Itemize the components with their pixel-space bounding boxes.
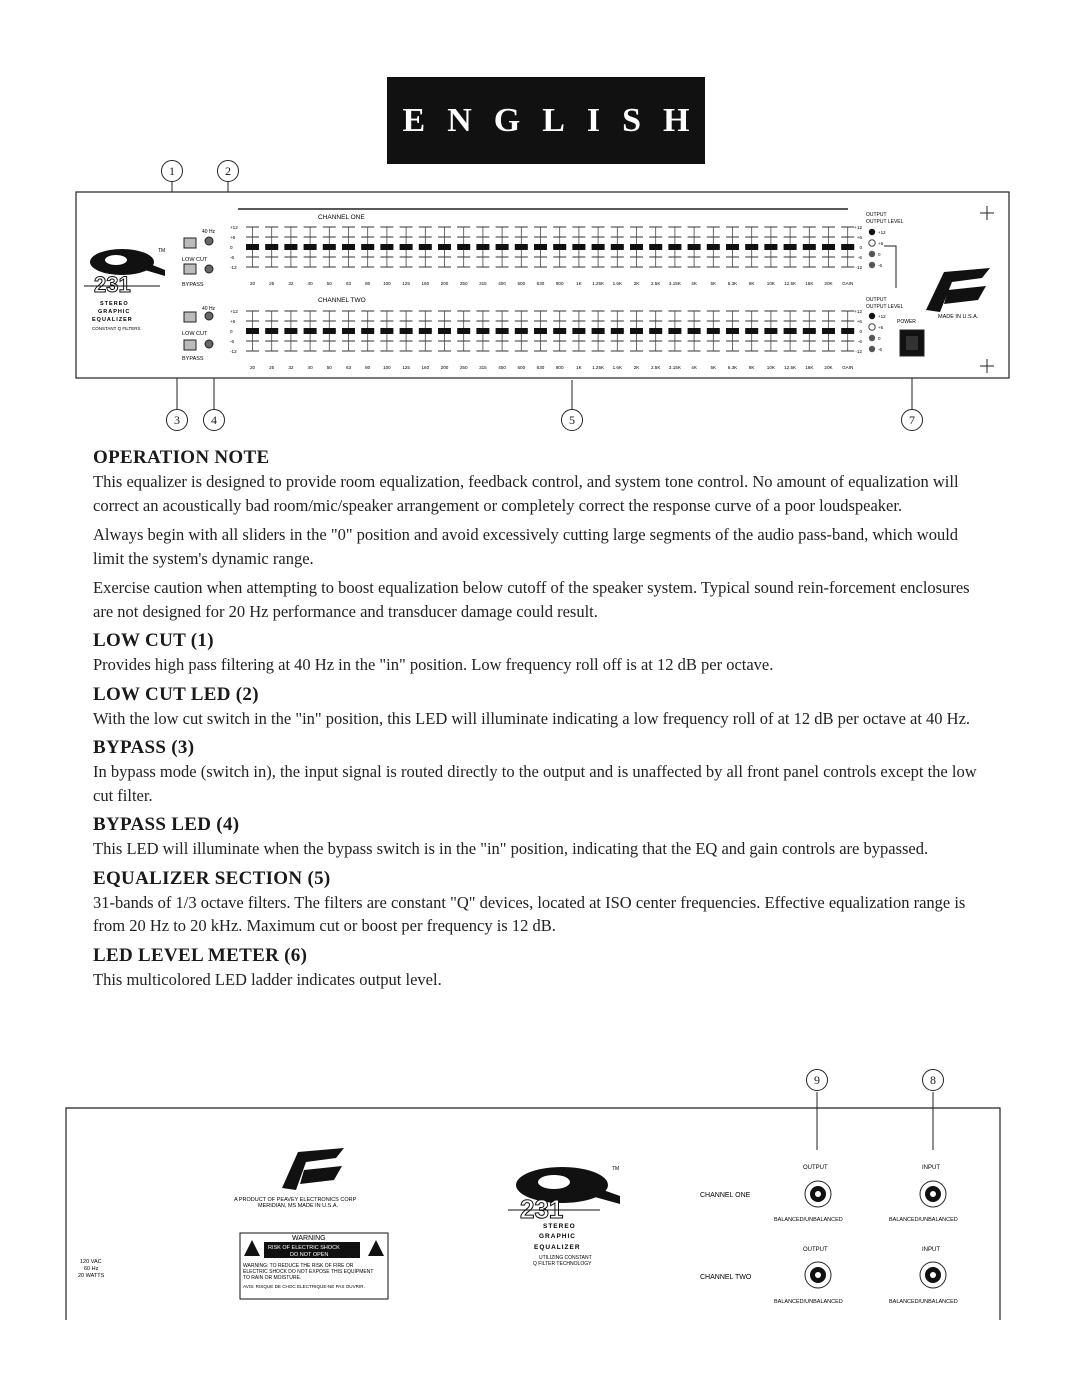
eq-slider-knob — [553, 328, 566, 334]
eq-slider-knob — [764, 244, 777, 250]
frequency-label: 25 — [269, 365, 275, 370]
eq-slider-knob — [688, 328, 701, 334]
callout-8: 8 — [922, 1069, 944, 1091]
scale-label: +6 — [230, 235, 236, 240]
frequency-label: 16K — [805, 281, 814, 286]
eq-slider-knob — [438, 328, 451, 334]
ch1-output-label: OUTPUT — [866, 212, 887, 218]
frequency-label: 800 — [555, 281, 564, 286]
callout-1: 1 — [161, 160, 183, 182]
frequency-label: 100 — [383, 365, 391, 370]
avis-text: AVIS: RISQUE DE CHOC ELECTRIQUE-NE PAS OUVRIR. — [243, 1284, 365, 1289]
ch1-level-label: OUTPUT LEVEL — [866, 219, 904, 225]
frequency-label: 315 — [479, 365, 487, 370]
section-heading: BYPASS LED (4) — [93, 814, 240, 835]
section-low-cut — [93, 629, 993, 677]
made-in-usa: MADE IN U.S.A. — [938, 314, 979, 320]
frequency-label: 250 — [459, 365, 468, 370]
eq-slider-knob — [400, 244, 413, 250]
eq-slider-knob — [803, 244, 816, 250]
section-heading: LED LEVEL METER (6) — [93, 944, 308, 966]
scale-label: +12 — [230, 225, 238, 230]
section-low-cut-led — [93, 683, 993, 731]
section-paragraph: Provides high pass filtering at 40 Hz in the "in" position. Low frequency roll off is at 12 dB per octave. — [93, 655, 774, 674]
eq-slider-knob — [457, 244, 470, 250]
rear-power-spec-3: 20 WATTS — [78, 1273, 105, 1279]
eq-slider-knob — [630, 244, 643, 250]
frequency-label: 800 — [555, 365, 564, 370]
ch2-output-jack — [805, 1262, 831, 1288]
frequency-label: 32 — [288, 281, 294, 286]
q-rear-model: 231 — [520, 1194, 564, 1224]
frequency-label: 2K — [633, 365, 640, 370]
frequency-label: 32 — [288, 365, 294, 370]
frequency-label: 2K — [633, 281, 640, 286]
frequency-label: 3.15K — [668, 365, 681, 370]
manual-body — [93, 440, 993, 997]
rear-power-spec-2: 60 Hz — [84, 1266, 99, 1272]
ch1-input-jack-label: INPUT — [922, 1165, 940, 1171]
scale-label-right: -12 — [855, 265, 862, 270]
eq-slider-knob — [246, 328, 259, 334]
section-paragraph: This multicolored LED ladder indicates output level. — [93, 969, 442, 989]
ch2-level-label: OUTPUT LEVEL — [866, 304, 904, 310]
section-paragraph: Exercise caution when attempting to boost equalization below cutoff of the speaker system. Typical sound rein-forcement enclosures are not designed for 20 Hz performance and transducer damage could result. — [93, 578, 970, 621]
frequency-label: 16K — [805, 365, 814, 370]
frequency-label: 40 — [307, 281, 313, 286]
eq-slider-knob — [457, 328, 470, 334]
ch1-low-cut-label: LOW CUT — [182, 257, 208, 263]
q-model-number: 231 — [94, 272, 131, 297]
scale-label: -6 — [230, 339, 235, 344]
ch2-low-cut-label: LOW CUT — [182, 331, 208, 337]
callout-7: 7 — [901, 409, 923, 431]
eq-slider-knob — [284, 328, 297, 334]
product-of-line: A PRODUCT OF PEAVEY ELECTRONICS CORP — [234, 1197, 357, 1203]
scale-label-right: -6 — [857, 255, 862, 260]
eq-slider-knob — [419, 244, 432, 250]
eq-slider-knob — [668, 328, 681, 334]
ch1-meter-minus6: -6 — [878, 263, 883, 268]
scale-label-right: -12 — [855, 349, 862, 354]
frequency-label: 4K — [691, 281, 697, 286]
scale-label: 0 — [230, 329, 233, 334]
frequency-label: 1K — [576, 281, 582, 286]
scale-label: -12 — [230, 265, 237, 270]
rear-channel-two: CHANNEL TWO — [700, 1274, 752, 1281]
location-line: MERIDIAN, MS MADE IN U.S.A. — [258, 1203, 339, 1209]
ch1-40hz-label: 40 Hz — [202, 229, 216, 235]
ch2-meter-12: +12 — [878, 314, 886, 319]
q-rear-stereo: STEREO — [543, 1223, 576, 1230]
rear-power-spec-1: 120 VAC — [80, 1259, 102, 1265]
ch2-output-balanced: BALANCED/UNBALANCED — [774, 1299, 843, 1305]
section-bypass-led — [93, 813, 993, 861]
section-heading: LOW CUT (1) — [93, 630, 214, 651]
warning-open: DO NOT OPEN — [290, 1252, 329, 1258]
section-heading: BYPASS (3) — [93, 737, 195, 758]
section-bypass — [93, 736, 993, 807]
q-constant-q: CONSTANT Q FILTERS — [92, 326, 141, 331]
eq-slider-knob — [572, 244, 585, 250]
eq-slider-knob — [361, 244, 374, 250]
rear-panel-diagram — [0, 1060, 1080, 1397]
frequency-label: 6.3K — [727, 365, 738, 370]
section-paragraph: With the low cut switch in the "in" position, this LED will illuminate indicating a low frequency roll of at 12 dB per octave at 40 Hz. — [93, 708, 971, 728]
eq-slider-knob — [284, 244, 297, 250]
frequency-label: 50 — [326, 281, 332, 286]
frequency-label: 2.5K — [650, 365, 661, 370]
eq-slider-knob — [419, 328, 432, 334]
frequency-label: 80 — [365, 365, 371, 370]
frequency-label: 3.15K — [668, 281, 681, 286]
eq-slider-knob — [534, 244, 547, 250]
frequency-label: 8K — [748, 281, 755, 286]
frequency-label: 200 — [440, 365, 449, 370]
section-heading: EQUALIZER SECTION (5) — [93, 867, 331, 889]
ch2-bypass-label: BYPASS — [182, 356, 204, 362]
eq-slider-knob — [476, 328, 489, 334]
scale-label: 0 — [230, 245, 233, 250]
frequency-label: 160 — [421, 365, 430, 370]
frequency-label: 50 — [326, 365, 332, 370]
eq-slider-knob — [784, 244, 797, 250]
eq-slider-knob — [745, 244, 758, 250]
frequency-label: 200 — [440, 281, 449, 286]
warning-text-3: TO RAIN OR MOISTURE. — [243, 1275, 302, 1281]
q-rear-tech-1: UTILIZING CONSTANT — [539, 1255, 592, 1261]
ch1-input-balanced: BALANCED/UNBALANCED — [889, 1217, 958, 1223]
q-line-graphic: GRAPHIC — [98, 309, 131, 315]
frequency-label: 4K — [691, 365, 697, 370]
frequency-label: 10K — [766, 281, 775, 286]
q-rear-graphic: GRAPHIC — [539, 1233, 576, 1240]
callout-4: 4 — [203, 409, 225, 431]
frequency-label: 25 — [269, 281, 275, 286]
q-logo-rear — [508, 1166, 620, 1267]
eq-slider-knob — [630, 328, 643, 334]
ch2-40hz-label: 40 Hz — [202, 306, 216, 312]
frequency-label: 1.25K — [592, 281, 605, 286]
q-line-equalizer: EQUALIZER — [92, 317, 133, 323]
scale-label-right: 0 — [859, 329, 862, 334]
eq-slider-knob — [572, 328, 585, 334]
eq-slider-knob — [707, 244, 720, 250]
ch1-output-balanced: BALANCED/UNBALANCED — [774, 1217, 843, 1223]
q-rear-tech-2: Q FILTER TECHNOLOGY — [533, 1261, 592, 1267]
frequency-label: 315 — [479, 281, 487, 286]
frequency-label: 630 — [536, 365, 545, 370]
ch1-meter-12: +12 — [878, 230, 886, 235]
eq-slider-knob — [841, 328, 854, 334]
peavey-logo-rear — [282, 1148, 344, 1190]
ch2-input-balanced: BALANCED/UNBALANCED — [889, 1299, 958, 1305]
callout-9: 9 — [806, 1069, 828, 1091]
ch2-input-jack-label: INPUT — [922, 1247, 940, 1253]
scale-label-right: +6 — [856, 319, 862, 324]
warning-text-1: WARNING: TO REDUCE THE RISK OF FIRE OR — [243, 1263, 354, 1269]
eq-slider-knob — [822, 328, 835, 334]
ch1-output-jack-label: OUTPUT — [803, 1165, 828, 1171]
scale-label: -12 — [230, 349, 237, 354]
scale-label: +12 — [230, 309, 238, 314]
frequency-label: 630 — [536, 281, 545, 286]
section-heading: OPERATION NOTE — [93, 447, 270, 468]
eq-slider-knob — [822, 244, 835, 250]
frequency-label: 400 — [498, 281, 506, 286]
warning-title: WARNING — [292, 1235, 326, 1242]
rear-channel-one: CHANNEL ONE — [700, 1192, 751, 1199]
eq-slider-knob — [745, 328, 758, 334]
front-panel-diagram — [0, 0, 1080, 440]
frequency-label: 5K — [710, 281, 717, 286]
frequency-label: 125 — [402, 281, 410, 286]
frequency-label: 250 — [459, 281, 468, 286]
frequency-label: 1.6K — [612, 365, 623, 370]
ch1-meter-6: +6 — [878, 241, 884, 246]
eq-slider-knob — [764, 328, 777, 334]
section-paragraph: This LED will illuminate when the bypass switch is in the "in" position, indicating that the EQ and gain controls are bypassed. — [93, 839, 929, 858]
eq-slider-knob — [361, 328, 374, 334]
frequency-label: 125 — [402, 365, 410, 370]
eq-slider-knob — [304, 244, 317, 250]
eq-slider-knob — [380, 328, 393, 334]
eq-slider-knob — [841, 244, 854, 250]
frequency-label: 1.6K — [612, 281, 623, 286]
ch2-meter-0: 0 — [878, 336, 881, 341]
warning-label — [240, 1233, 388, 1299]
frequency-label: 63 — [345, 281, 352, 286]
frequency-label: GAIN — [842, 281, 854, 286]
q-line-stereo: STEREO — [100, 301, 129, 307]
frequency-label: 6.3K — [727, 281, 738, 286]
scale-label-right: -6 — [857, 339, 862, 344]
q-rear-equalizer: EQUALIZER — [534, 1244, 581, 1251]
frequency-label: 400 — [498, 365, 506, 370]
ch2-output-jack-label: OUTPUT — [803, 1247, 828, 1253]
eq-slider-knob — [784, 328, 797, 334]
eq-slider-knob — [726, 328, 739, 334]
eq-slider-knob — [592, 328, 605, 334]
ch1-output-jack — [805, 1181, 831, 1207]
eq-slider-knob — [380, 244, 393, 250]
eq-slider-knob — [265, 244, 278, 250]
eq-slider-knob — [553, 244, 566, 250]
section-paragraph: Always begin with all sliders in the "0" position and avoid excessively cutting large segments of the audio pass-band, which would limit the system's dynamic range. — [93, 525, 959, 568]
ch1-input-jack — [920, 1181, 946, 1207]
callout-3: 3 — [166, 409, 188, 431]
eq-slider-knob — [726, 244, 739, 250]
channel-two-label: CHANNEL TWO — [318, 297, 366, 304]
scale-label-right: 0 — [859, 245, 862, 250]
eq-slider-knob — [592, 244, 605, 250]
callout-5: 5 — [561, 409, 583, 431]
eq-slider-knob — [707, 328, 720, 334]
scale-label: +6 — [230, 319, 236, 324]
section-paragraph: In bypass mode (switch in), the input signal is routed directly to the output and is unaffected by all front panel controls except the low cut filter. — [93, 762, 977, 805]
frequency-label: 8K — [748, 365, 755, 370]
frequency-label: 160 — [421, 281, 430, 286]
ch1-bypass-label: BYPASS — [182, 282, 204, 288]
q-rear-tm: TM — [612, 1166, 620, 1172]
frequency-label: 40 — [307, 365, 313, 370]
scale-label-right: +12 — [854, 309, 862, 314]
channel-one-label: CHANNEL ONE — [318, 214, 365, 221]
ch2-meter-minus6: -6 — [878, 347, 883, 352]
frequency-label: 80 — [365, 281, 371, 286]
warning-shock: RISK OF ELECTRIC SHOCK — [268, 1245, 340, 1251]
eq-slider-knob — [496, 244, 509, 250]
ch2-output-label: OUTPUT — [866, 297, 887, 303]
scale-label-right: +6 — [856, 235, 862, 240]
eq-slider-knob — [515, 328, 528, 334]
eq-slider-knob — [496, 328, 509, 334]
frequency-label: 20 — [249, 365, 256, 370]
eq-slider-knob — [342, 244, 355, 250]
banner-title: ENGLISH — [402, 101, 712, 139]
eq-slider-knob — [438, 244, 451, 250]
eq-slider-knob — [688, 244, 701, 250]
section-operation-note — [93, 446, 993, 623]
frequency-label: GAIN — [842, 365, 854, 370]
q-logo-tm: TM — [158, 248, 166, 254]
eq-slider-knob — [400, 328, 413, 334]
warning-text-2: ELECTRIC SHOCK DO NOT EXPOSE THIS EQUIPMENT — [243, 1269, 374, 1275]
ch1-meter-0: 0 — [878, 252, 881, 257]
frequency-label: 20K — [824, 281, 833, 286]
frequency-label: 10K — [766, 365, 775, 370]
eq-slider-knob — [611, 244, 624, 250]
frequency-label: 12.5K — [784, 281, 797, 286]
scale-label-right: +12 — [854, 225, 862, 230]
eq-slider-knob — [649, 244, 662, 250]
scale-label: -6 — [230, 255, 235, 260]
power-label: POWER — [897, 319, 916, 325]
eq-slider-knob — [342, 328, 355, 334]
frequency-label: 20K — [824, 365, 833, 370]
eq-slider-knob — [534, 328, 547, 334]
eq-slider-knob — [649, 328, 662, 334]
frequency-label: 63 — [345, 365, 352, 370]
eq-slider-knob — [304, 328, 317, 334]
section-heading: LOW CUT LED (2) — [93, 683, 259, 705]
ch2-input-jack — [920, 1262, 946, 1288]
frequency-label: 5K — [710, 365, 717, 370]
section-paragraph: This equalizer is designed to provide room equalization, feedback control, and system tone control. No amount of equalization will correct an acoustically bad room/mic/speaker arrangement or completely correct the response curve of a poor loudspeaker. — [93, 472, 959, 515]
section-paragraph: 31-bands of 1/3 octave filters. The filters are constant "Q" devices, located at ISO center frequencies. Effective equalization range is from 20 Hz to 20 kHz. Maximum cut or boost per frequency is 12 dB. — [93, 892, 966, 935]
section-led-level-meter — [93, 944, 993, 992]
ch2-meter-6: +6 — [878, 325, 884, 330]
eq-slider-knob — [265, 328, 278, 334]
rear-jacks — [700, 1165, 958, 1305]
frequency-label: 1.25K — [592, 365, 605, 370]
frequency-label: 100 — [383, 281, 391, 286]
frequency-label: 1K — [576, 365, 582, 370]
eq-slider-knob — [611, 328, 624, 334]
eq-slider-knob — [476, 244, 489, 250]
eq-slider-knob — [323, 328, 336, 334]
frequency-label: 500 — [517, 281, 526, 286]
eq-slider-knob — [323, 244, 336, 250]
callout-2: 2 — [217, 160, 239, 182]
frequency-label: 2.5K — [650, 281, 661, 286]
frequency-label: 500 — [517, 365, 526, 370]
frequency-label: 20 — [249, 281, 256, 286]
section-equalizer — [93, 867, 993, 938]
eq-slider-knob — [246, 244, 259, 250]
eq-slider-knob — [515, 244, 528, 250]
eq-slider-knob — [803, 328, 816, 334]
eq-slider-knob — [668, 244, 681, 250]
frequency-label: 12.5K — [784, 365, 797, 370]
